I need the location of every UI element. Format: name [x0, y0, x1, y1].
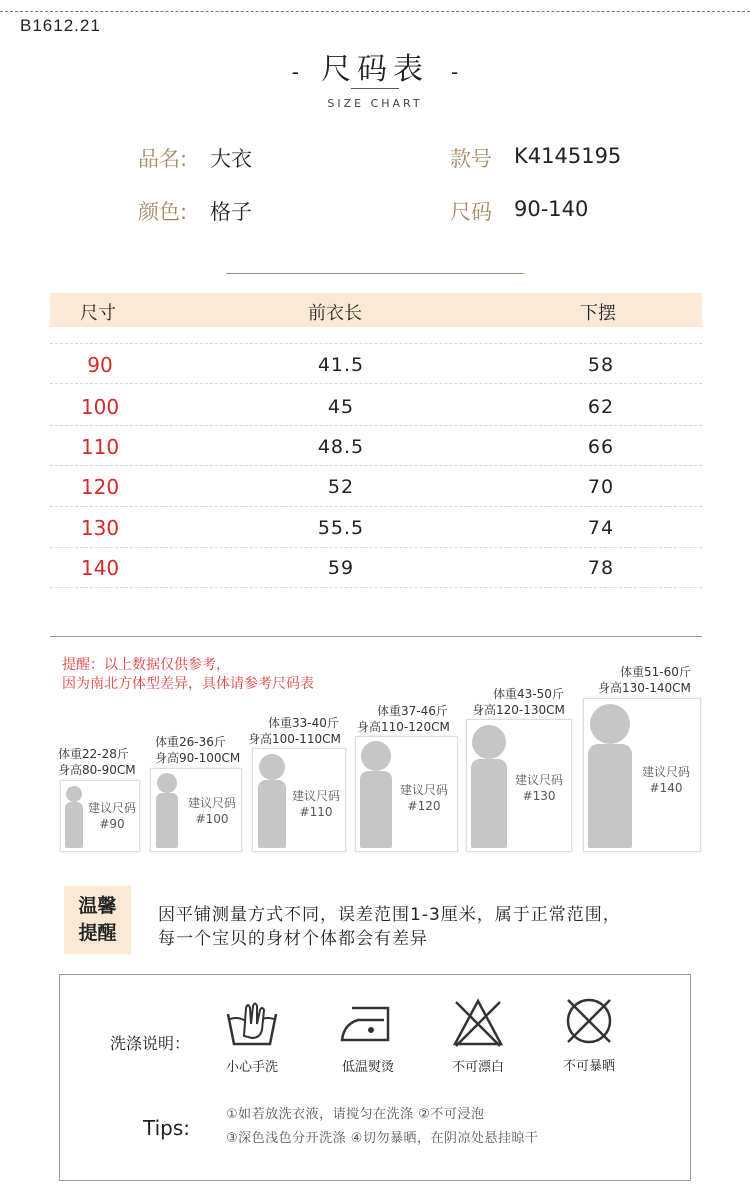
child-silhouette-icon: [259, 754, 285, 780]
no-tumble-dry-icon: [564, 996, 614, 1046]
title-dash-right: -: [451, 60, 459, 84]
child-body-icon: [65, 802, 83, 848]
kid-height: 身高100-110CM: [248, 732, 341, 746]
top-dashed-border: [0, 11, 750, 12]
card-size-label: #90: [99, 817, 125, 831]
kid-weight: 体重22-28斤: [58, 747, 129, 761]
kid-height: 身高120-130CM: [472, 703, 565, 717]
icon-label: 小心手洗: [225, 1060, 278, 1075]
care-title: 洗涤说明：: [110, 1034, 191, 1053]
table-row-size: 130: [80, 516, 120, 540]
row-divider: [50, 383, 702, 384]
card-size-label: #120: [407, 799, 441, 813]
table-row-hem: 78: [587, 557, 615, 579]
hand-wash-icon: [224, 1000, 280, 1048]
name-label: 品名:: [138, 147, 188, 171]
warm-text-line-1: 因平铺测量方式不同，误差范围1-3厘米，属于正常范围，: [158, 905, 621, 925]
card-size-label: #140: [649, 781, 683, 795]
icon-label: 不可暴晒: [562, 1059, 615, 1074]
card-suggest-label: 建议尺码: [187, 796, 236, 810]
icon-label: 不可漂白: [451, 1060, 504, 1075]
info-divider: [226, 273, 524, 274]
reminder-line-1: 提醒：以上数据仅供参考，: [62, 657, 230, 673]
warm-badge-line-2: 提醒: [78, 922, 117, 944]
table-row-size: 90: [87, 353, 113, 377]
table-row-hem: 74: [587, 517, 615, 539]
child-body-icon: [156, 793, 178, 848]
kid-height: 身高130-140CM: [598, 681, 691, 695]
warm-text-line-2: 每一个宝贝的身材个体都会有差异: [158, 929, 428, 949]
child-body-icon: [588, 744, 632, 848]
table-header-hem: 下摆: [580, 303, 616, 324]
row-divider: [50, 465, 702, 466]
row-divider: [50, 343, 702, 344]
table-row-length: 48.5: [317, 436, 365, 458]
no-bleach-icon: [452, 998, 504, 1048]
page-subtitle: SIZE CHART: [327, 97, 423, 110]
kid-weight: 体重43-50斤: [493, 687, 564, 701]
low-iron-icon: [338, 1000, 398, 1046]
card-suggest-label: 建议尺码: [514, 773, 563, 787]
table-row-length: 45: [327, 396, 355, 418]
table-header-size: 尺寸: [80, 303, 116, 324]
table-row-length: 52: [327, 476, 355, 498]
table-row-length: 55.5: [317, 517, 365, 539]
table-row-size: 100: [80, 395, 120, 419]
section-divider: [50, 636, 702, 637]
title-underline: [351, 88, 399, 89]
size-label: 尺码: [450, 200, 492, 224]
warm-badge-line-1: 温馨: [78, 895, 117, 917]
card-suggest-label: 建议尺码: [399, 783, 448, 797]
child-body-icon: [258, 780, 286, 848]
card-suggest-label: 建议尺码: [641, 765, 690, 779]
child-body-icon: [471, 759, 507, 848]
reminder-line-2: 因为南北方体型差异，具体请参考尺码表: [62, 676, 314, 692]
table-row-length: 41.5: [317, 354, 365, 376]
title-text: 尺码表: [321, 52, 429, 87]
tips-line-2: ③深色浅色分开洗涤 ④切勿暴晒，在阴凉处悬挂晾干: [226, 1131, 539, 1146]
table-row-length: 59: [327, 557, 355, 579]
row-divider: [50, 547, 702, 548]
table-row-hem: 66: [587, 436, 615, 458]
row-divider: [50, 587, 702, 588]
kid-height: 身高90-100CM: [155, 751, 241, 765]
table-row-hem: 58: [587, 354, 615, 376]
name-value: 大衣: [210, 147, 252, 171]
table-header-length: 前衣长: [308, 303, 362, 324]
page-title: [0, 44, 750, 88]
row-divider: [50, 425, 702, 426]
child-silhouette-icon: [590, 704, 630, 744]
child-silhouette-icon: [472, 725, 506, 759]
tips-line-1: ①如若放洗衣液，请搅匀在洗涤 ②不可浸泡: [226, 1107, 485, 1122]
kid-weight: 体重37-46斤: [377, 704, 448, 718]
table-row-size: 140: [80, 556, 120, 580]
icon-label: 低温熨烫: [341, 1060, 394, 1075]
card-size-label: #130: [522, 789, 556, 803]
row-divider: [50, 506, 702, 507]
child-silhouette-icon: [66, 786, 82, 802]
tips-label: Tips:: [143, 1116, 191, 1140]
kid-weight: 体重33-40斤: [268, 716, 339, 730]
child-silhouette-icon: [157, 773, 177, 793]
kid-height: 身高80-90CM: [58, 763, 136, 777]
kid-weight: 体重51-60斤: [620, 665, 691, 679]
warm-reminder-badge: [64, 886, 131, 954]
model-label: 款号: [450, 147, 492, 171]
table-row-size: 110: [80, 435, 120, 459]
child-body-icon: [360, 771, 392, 848]
card-suggest-label: 建议尺码: [291, 789, 340, 803]
table-row-hem: 62: [587, 396, 615, 418]
kid-weight: 体重26-36斤: [155, 735, 226, 749]
card-suggest-label: 建议尺码: [87, 801, 136, 815]
title-dash-left: -: [291, 60, 299, 84]
model-value: K4145195: [514, 144, 622, 168]
color-label: 颜色:: [138, 200, 188, 224]
kid-height: 身高110-120CM: [357, 720, 450, 734]
table-row-size: 120: [80, 475, 120, 499]
product-code: B1612.21: [20, 16, 101, 35]
card-size-label: #110: [299, 805, 333, 819]
child-silhouette-icon: [361, 741, 391, 771]
card-size-label: #100: [195, 812, 229, 826]
color-value: 格子: [210, 200, 252, 224]
table-row-hem: 70: [587, 476, 615, 498]
size-value: 90-140: [514, 197, 589, 221]
